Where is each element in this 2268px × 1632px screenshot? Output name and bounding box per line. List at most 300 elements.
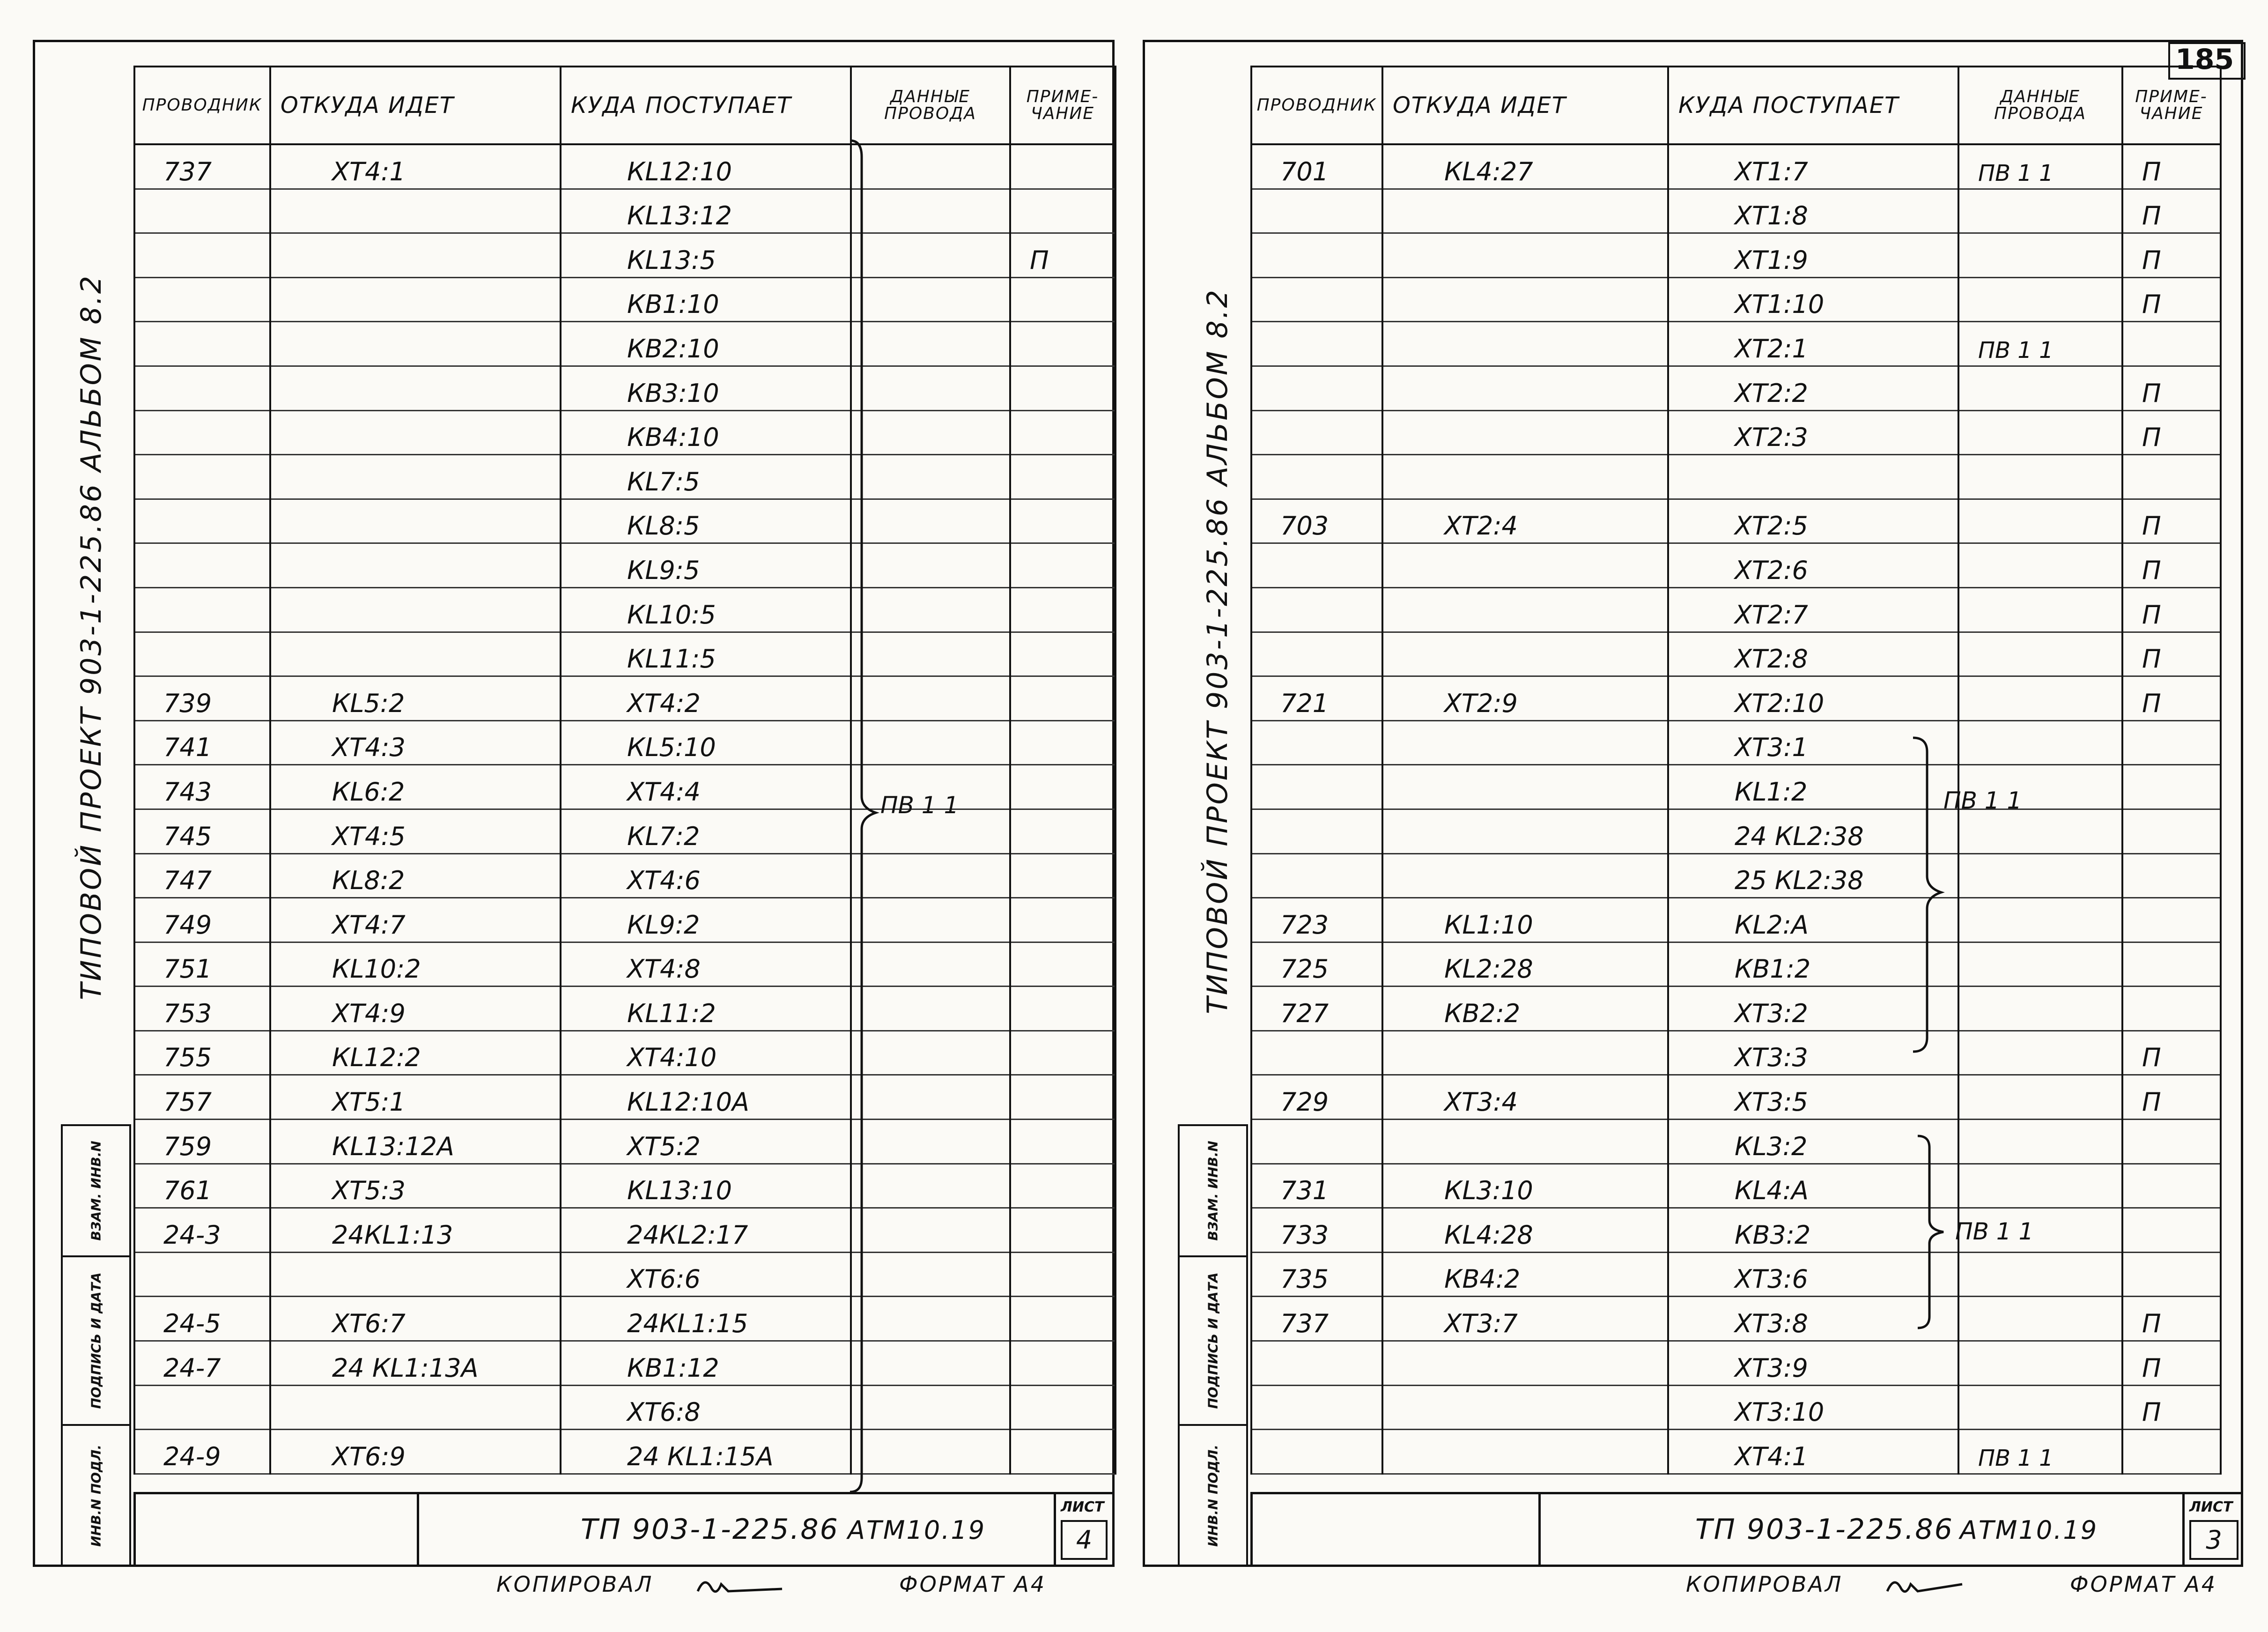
cell-from xyxy=(1382,233,1668,278)
table-row xyxy=(134,1164,1116,1208)
cell-to: КL1:2 xyxy=(1668,765,1958,809)
table-row xyxy=(1251,632,2221,676)
cell-note xyxy=(1010,587,1116,632)
right-side-title: ТИПОВОЙ ПРОЕКТ 903-1-225.86 АЛЬБОМ 8.2 xyxy=(1201,288,1234,1014)
table-row xyxy=(1251,809,2221,853)
stamp-cell-inventory: ИНВ.N ПОДЛ. xyxy=(88,1444,104,1547)
table-row xyxy=(134,587,1116,632)
cell-note xyxy=(1010,632,1116,676)
table-row xyxy=(1251,366,2221,410)
cell-from xyxy=(270,1385,561,1430)
cell-from: КВ2:2 xyxy=(1382,987,1668,1031)
table-row xyxy=(134,1297,1116,1341)
cell-data xyxy=(1958,1385,2122,1430)
cell-note xyxy=(1010,853,1116,898)
cell-note xyxy=(2122,987,2221,1031)
cell-note xyxy=(2122,720,2221,765)
header-conductor: ПРОВОДНИК xyxy=(1251,67,1382,144)
cell-note xyxy=(1010,144,1116,189)
cell-note xyxy=(1010,189,1116,233)
cell-cond: 741 xyxy=(134,720,270,765)
cell-to: КL11:2 xyxy=(561,987,851,1031)
table-row xyxy=(134,676,1116,721)
cell-to: КL9:5 xyxy=(561,543,851,588)
cell-from: ХТ2:4 xyxy=(1382,499,1668,543)
stamp-cell-signature: ПОДПИСЬ И ДАТА xyxy=(1180,1257,1246,1426)
right-sheet-number: 3 xyxy=(2189,1520,2238,1560)
cell-to: КВ1:2 xyxy=(1668,942,1958,987)
cell-to: КL13:10 xyxy=(561,1164,851,1208)
cell-to: ХТ3:1 xyxy=(1668,720,1958,765)
cell-from: КL13:12А xyxy=(270,1120,561,1164)
table-row xyxy=(134,632,1116,676)
cell-to: ХТ2:2 xyxy=(1668,366,1958,410)
cell-to: КL7:2 xyxy=(561,809,851,853)
cell-to: ХТ3:10 xyxy=(1668,1385,1958,1430)
cell-to: ХТ5:2 xyxy=(561,1120,851,1164)
cell-from: ХТ6:9 xyxy=(270,1430,561,1474)
cell-note xyxy=(2122,1430,2221,1474)
cell-from xyxy=(1382,1430,1668,1474)
cell-from: КL3:10 xyxy=(1382,1164,1668,1208)
cell-note xyxy=(2122,1252,2221,1297)
cell-to: КL7:5 xyxy=(561,455,851,499)
cell-cond xyxy=(134,499,270,543)
cell-from xyxy=(270,1252,561,1297)
cell-to: ХТ2:10 xyxy=(1668,676,1958,721)
cell-cond: 737 xyxy=(134,144,270,189)
cell-from: КL2:28 xyxy=(1382,942,1668,987)
cell-cond: 725 xyxy=(1251,942,1382,987)
cell-cond xyxy=(134,1252,270,1297)
cell-note xyxy=(1010,1252,1116,1297)
cell-cond: 24-9 xyxy=(134,1430,270,1474)
cell-to: ХТ1:8 xyxy=(1668,189,1958,233)
cell-cond: 731 xyxy=(1251,1164,1382,1208)
cell-cond: 747 xyxy=(134,853,270,898)
cell-from xyxy=(1382,366,1668,410)
right-approval-stamp xyxy=(1178,1124,1248,1567)
table-row xyxy=(134,809,1116,853)
table-row xyxy=(1251,853,2221,898)
table-row xyxy=(1251,499,2221,543)
cell-note: П xyxy=(2122,366,2221,410)
table-row xyxy=(134,322,1116,366)
cell-note xyxy=(1010,1341,1116,1386)
cell-cond xyxy=(134,189,270,233)
table-row xyxy=(1251,1075,2221,1120)
cell-from: КВ4:2 xyxy=(1382,1252,1668,1297)
cell-from: КL12:2 xyxy=(270,1031,561,1075)
header-from: ОТКУДА ИДЕТ xyxy=(1382,67,1668,144)
cell-to: 24 КL1:15А xyxy=(561,1430,851,1474)
left-footer-copied: КОПИРОВАЛ xyxy=(496,1572,654,1597)
cell-cond: 24-5 xyxy=(134,1297,270,1341)
cell-to: ХТ3:5 xyxy=(1668,1075,1958,1120)
cell-from: ХТ4:9 xyxy=(270,987,561,1031)
right-footer-format: ФОРМАТ А4 xyxy=(2070,1572,2217,1597)
cell-to: ХТ1:9 xyxy=(1668,233,1958,278)
table-row xyxy=(1251,410,2221,455)
cell-note xyxy=(1010,1385,1116,1430)
cell-cond: 723 xyxy=(1251,898,1382,942)
cell-note: П xyxy=(2122,410,2221,455)
cell-note xyxy=(1010,1164,1116,1208)
cell-data xyxy=(1958,366,2122,410)
cell-from: ХТ4:1 xyxy=(270,144,561,189)
cell-from xyxy=(1382,277,1668,322)
cell-note xyxy=(2122,942,2221,987)
table-row xyxy=(1251,543,2221,588)
cell-data xyxy=(1958,277,2122,322)
table-row xyxy=(1251,1208,2221,1253)
cell-note xyxy=(1010,1208,1116,1253)
cell-cond: 759 xyxy=(134,1120,270,1164)
table-row xyxy=(134,1252,1116,1297)
cell-from xyxy=(1382,765,1668,809)
cell-cond xyxy=(1251,587,1382,632)
cell-note xyxy=(1010,1297,1116,1341)
cell-data xyxy=(1958,189,2122,233)
cell-cond xyxy=(1251,1430,1382,1474)
table-row xyxy=(1251,144,2221,189)
cell-data xyxy=(1958,720,2122,765)
cell-to: ХТ4:8 xyxy=(561,942,851,987)
cell-data xyxy=(1958,1075,2122,1120)
table-row xyxy=(1251,189,2221,233)
cell-to: КL12:10 xyxy=(561,144,851,189)
left-drawing-code: ТП 903-1-225.86 xyxy=(581,1513,839,1546)
cell-data xyxy=(1958,587,2122,632)
cell-to: КL13:12 xyxy=(561,189,851,233)
stamp-cell-inventory: ИНВ.N ПОДЛ. xyxy=(1205,1444,1221,1547)
header-wire-data: ДАННЫЕ ПРОВОДА xyxy=(1958,67,2122,144)
table-row xyxy=(1251,1252,2221,1297)
cell-from xyxy=(1382,809,1668,853)
cell-from xyxy=(1382,543,1668,588)
table-row xyxy=(134,853,1116,898)
table-header-row xyxy=(1251,67,2221,144)
cell-cond xyxy=(1251,765,1382,809)
cell-cond: 721 xyxy=(1251,676,1382,721)
cell-to: ХТ2:6 xyxy=(1668,543,1958,588)
cell-data xyxy=(1958,809,2122,853)
cell-note xyxy=(1010,987,1116,1031)
cell-note xyxy=(1010,277,1116,322)
cell-from: КL5:2 xyxy=(270,676,561,721)
cell-to: КВ1:12 xyxy=(561,1341,851,1386)
cell-note: П xyxy=(2122,189,2221,233)
cell-cond: 701 xyxy=(1251,144,1382,189)
cell-note xyxy=(2122,455,2221,499)
cell-cond xyxy=(1251,1385,1382,1430)
cell-note xyxy=(2122,1208,2221,1253)
cell-to: 25 КL2:38 xyxy=(1668,853,1958,898)
cell-note: П xyxy=(2122,1031,2221,1075)
cell-from xyxy=(1382,1385,1668,1430)
cell-data xyxy=(1958,1297,2122,1341)
cell-note xyxy=(1010,499,1116,543)
cell-to: ХТ3:3 xyxy=(1668,1031,1958,1075)
cell-from: ХТ3:7 xyxy=(1382,1297,1668,1341)
table-row xyxy=(134,455,1116,499)
cell-cond: 24-3 xyxy=(134,1208,270,1253)
cell-cond: 753 xyxy=(134,987,270,1031)
cell-cond xyxy=(1251,809,1382,853)
cell-from: ХТ6:7 xyxy=(270,1297,561,1341)
cell-note: П xyxy=(2122,277,2221,322)
cell-cond xyxy=(1251,322,1382,366)
table-row xyxy=(134,1341,1116,1386)
left-footer-format: ФОРМАТ А4 xyxy=(899,1572,1047,1597)
cell-data xyxy=(1958,1164,2122,1208)
cell-from xyxy=(1382,853,1668,898)
cell-from xyxy=(270,543,561,588)
cell-data xyxy=(1958,1031,2122,1075)
cell-from xyxy=(1382,189,1668,233)
cell-note xyxy=(1010,410,1116,455)
cell-note xyxy=(1010,720,1116,765)
cell-data: ПВ 1 1 xyxy=(1958,144,2122,189)
table-row xyxy=(1251,587,2221,632)
cell-cond xyxy=(1251,543,1382,588)
table-row xyxy=(134,1120,1116,1164)
cell-data xyxy=(1958,1252,2122,1297)
right-sheet xyxy=(1143,0,2268,1632)
cell-to: КL2:А xyxy=(1668,898,1958,942)
cell-note: П xyxy=(2122,676,2221,721)
cell-note xyxy=(1010,1031,1116,1075)
cell-note: П xyxy=(2122,1297,2221,1341)
cell-to: ХТ3:9 xyxy=(1668,1341,1958,1386)
cell-to: ХТ2:7 xyxy=(1668,587,1958,632)
cell-to: ХТ1:7 xyxy=(1668,144,1958,189)
table-header-row xyxy=(134,67,1116,144)
table-row xyxy=(134,898,1116,942)
stamp-cell-replace: ВЗАМ. ИНВ.N xyxy=(63,1126,129,1257)
cell-cond xyxy=(134,632,270,676)
cell-to: ХТ4:2 xyxy=(561,676,851,721)
cell-to xyxy=(1668,455,1958,499)
cell-note xyxy=(1010,1430,1116,1474)
header-wire-data: ДАННЫЕ ПРОВОДА xyxy=(851,67,1010,144)
cell-from xyxy=(270,587,561,632)
cell-from: ХТ4:7 xyxy=(270,898,561,942)
cell-cond xyxy=(1251,277,1382,322)
table-row xyxy=(134,543,1116,588)
table-row xyxy=(1251,1385,2221,1430)
cell-cond xyxy=(1251,455,1382,499)
cell-cond xyxy=(1251,366,1382,410)
cell-from: ХТ2:9 xyxy=(1382,676,1668,721)
cell-from xyxy=(1382,720,1668,765)
cell-to: ХТ2:5 xyxy=(1668,499,1958,543)
cell-cond xyxy=(134,233,270,278)
cell-from: ХТ5:1 xyxy=(270,1075,561,1120)
cell-to: КL4:А xyxy=(1668,1164,1958,1208)
cell-cond xyxy=(1251,632,1382,676)
cell-from: КL4:28 xyxy=(1382,1208,1668,1253)
cell-note: П xyxy=(2122,233,2221,278)
cell-note xyxy=(2122,765,2221,809)
cell-from xyxy=(1382,587,1668,632)
cell-from xyxy=(1382,322,1668,366)
cell-note xyxy=(1010,322,1116,366)
cell-data xyxy=(1958,898,2122,942)
right-copied-signature xyxy=(1883,1570,1967,1598)
cell-cond xyxy=(1251,1031,1382,1075)
cell-cond: 745 xyxy=(134,809,270,853)
cell-from xyxy=(270,366,561,410)
table-row xyxy=(1251,455,2221,499)
right-drawing-code: ТП 903-1-225.86 xyxy=(1695,1513,1954,1546)
table-row xyxy=(134,410,1116,455)
cell-note: П xyxy=(2122,144,2221,189)
cell-from xyxy=(270,277,561,322)
cell-to: КL3:2 xyxy=(1668,1120,1958,1164)
left-sheet-code: АТМ10.19 xyxy=(848,1515,986,1545)
table-row xyxy=(134,233,1116,278)
stamp-cell-signature: ПОДПИСЬ И ДАТА xyxy=(63,1257,129,1426)
cell-to: КВ3:10 xyxy=(561,366,851,410)
cell-note: П xyxy=(2122,499,2221,543)
table-row xyxy=(1251,1120,2221,1164)
cell-to: КВ4:10 xyxy=(561,410,851,455)
cell-note: П xyxy=(2122,1385,2221,1430)
cell-to: ХТ2:8 xyxy=(1668,632,1958,676)
cell-from xyxy=(270,632,561,676)
cell-from xyxy=(270,410,561,455)
cell-data xyxy=(1958,1120,2122,1164)
header-to: КУДА ПОСТУПАЕТ xyxy=(561,67,851,144)
table-row xyxy=(1251,277,2221,322)
cell-cond: 24-7 xyxy=(134,1341,270,1386)
cell-to: КL9:2 xyxy=(561,898,851,942)
cell-to: ХТ6:8 xyxy=(561,1385,851,1430)
right-wire-data-brace-1 xyxy=(1911,735,1948,1054)
cell-cond xyxy=(134,277,270,322)
cell-cond xyxy=(134,366,270,410)
cell-cond: 749 xyxy=(134,898,270,942)
cell-data xyxy=(1958,1341,2122,1386)
cell-data xyxy=(1958,543,2122,588)
cell-to: КL13:5 xyxy=(561,233,851,278)
cell-to: ХТ3:6 xyxy=(1668,1252,1958,1297)
cell-from xyxy=(270,499,561,543)
cell-from: КL1:10 xyxy=(1382,898,1668,942)
cell-note xyxy=(1010,366,1116,410)
table-row xyxy=(1251,720,2221,765)
cell-to: КL12:10А xyxy=(561,1075,851,1120)
cell-to: 24КL1:15 xyxy=(561,1297,851,1341)
right-brace-label-2: ПВ 1 1 xyxy=(1955,1218,2034,1245)
header-conductor: ПРОВОДНИК xyxy=(134,67,270,144)
cell-cond: 727 xyxy=(1251,987,1382,1031)
left-copied-signature xyxy=(693,1570,787,1598)
cell-note xyxy=(2122,322,2221,366)
cell-from: КL10:2 xyxy=(270,942,561,987)
cell-to: ХТ4:6 xyxy=(561,853,851,898)
cell-note: П xyxy=(2122,587,2221,632)
cell-cond xyxy=(134,543,270,588)
right-title-block xyxy=(1250,1492,2243,1567)
cell-to: ХТ3:8 xyxy=(1668,1297,1958,1341)
cell-cond xyxy=(134,587,270,632)
cell-data xyxy=(1958,676,2122,721)
table-row xyxy=(134,720,1116,765)
cell-from: ХТ5:3 xyxy=(270,1164,561,1208)
table-row xyxy=(134,1031,1116,1075)
cell-to: КВ3:2 xyxy=(1668,1208,1958,1253)
table-row xyxy=(134,189,1116,233)
cell-to: ХТ4:1 xyxy=(1668,1430,1958,1474)
table-row xyxy=(1251,1031,2221,1075)
cell-from: ХТ4:3 xyxy=(270,720,561,765)
cell-data: ПВ 1 1 xyxy=(1958,1430,2122,1474)
header-note: ПРИМЕ- ЧАНИЕ xyxy=(1010,67,1116,144)
header-to: КУДА ПОСТУПАЕТ xyxy=(1668,67,1958,144)
table-row xyxy=(1251,1430,2221,1474)
cell-cond: 733 xyxy=(1251,1208,1382,1253)
page-number: 185 xyxy=(2175,43,2234,76)
cell-to: ХТ2:1 xyxy=(1668,322,1958,366)
cell-note xyxy=(1010,765,1116,809)
cell-cond: 743 xyxy=(134,765,270,809)
cell-data xyxy=(1958,499,2122,543)
left-sheet-number: 4 xyxy=(1061,1520,1108,1560)
cell-note: П xyxy=(2122,543,2221,588)
table-row xyxy=(1251,765,2221,809)
cell-cond xyxy=(1251,853,1382,898)
right-wiring-table xyxy=(1250,66,2222,1475)
table-row xyxy=(134,1208,1116,1253)
cell-data xyxy=(1958,942,2122,987)
cell-cond xyxy=(134,455,270,499)
cell-from xyxy=(270,189,561,233)
right-wire-data-brace-2 xyxy=(1915,1134,1953,1330)
right-brace-label-1: ПВ 1 1 xyxy=(1943,787,2022,814)
cell-cond xyxy=(134,322,270,366)
right-footer-copied: КОПИРОВАЛ xyxy=(1686,1572,1843,1597)
table-row xyxy=(134,1430,1116,1474)
table-row xyxy=(1251,898,2221,942)
cell-to: ХТ3:2 xyxy=(1668,987,1958,1031)
left-title-block xyxy=(133,1492,1115,1567)
cell-to: КL10:5 xyxy=(561,587,851,632)
table-row xyxy=(1251,233,2221,278)
cell-from xyxy=(1382,632,1668,676)
table-row xyxy=(1251,1341,2221,1386)
cell-from: 24 КL1:13А xyxy=(270,1341,561,1386)
left-sheet-label: ЛИСТ xyxy=(1061,1499,1104,1515)
cell-to: КL11:5 xyxy=(561,632,851,676)
cell-cond xyxy=(1251,1341,1382,1386)
header-from: ОТКУДА ИДЕТ xyxy=(270,67,561,144)
header-note: ПРИМЕ- ЧАНИЕ xyxy=(2122,67,2221,144)
cell-cond xyxy=(134,1385,270,1430)
cell-note xyxy=(2122,1164,2221,1208)
table-row xyxy=(134,366,1116,410)
cell-from: КL4:27 xyxy=(1382,144,1668,189)
cell-to: ХТ4:4 xyxy=(561,765,851,809)
cell-from xyxy=(1382,410,1668,455)
cell-note xyxy=(1010,809,1116,853)
cell-from xyxy=(1382,1341,1668,1386)
cell-from xyxy=(1382,1031,1668,1075)
cell-cond: 755 xyxy=(134,1031,270,1075)
cell-note xyxy=(1010,1120,1116,1164)
cell-cond: 737 xyxy=(1251,1297,1382,1341)
